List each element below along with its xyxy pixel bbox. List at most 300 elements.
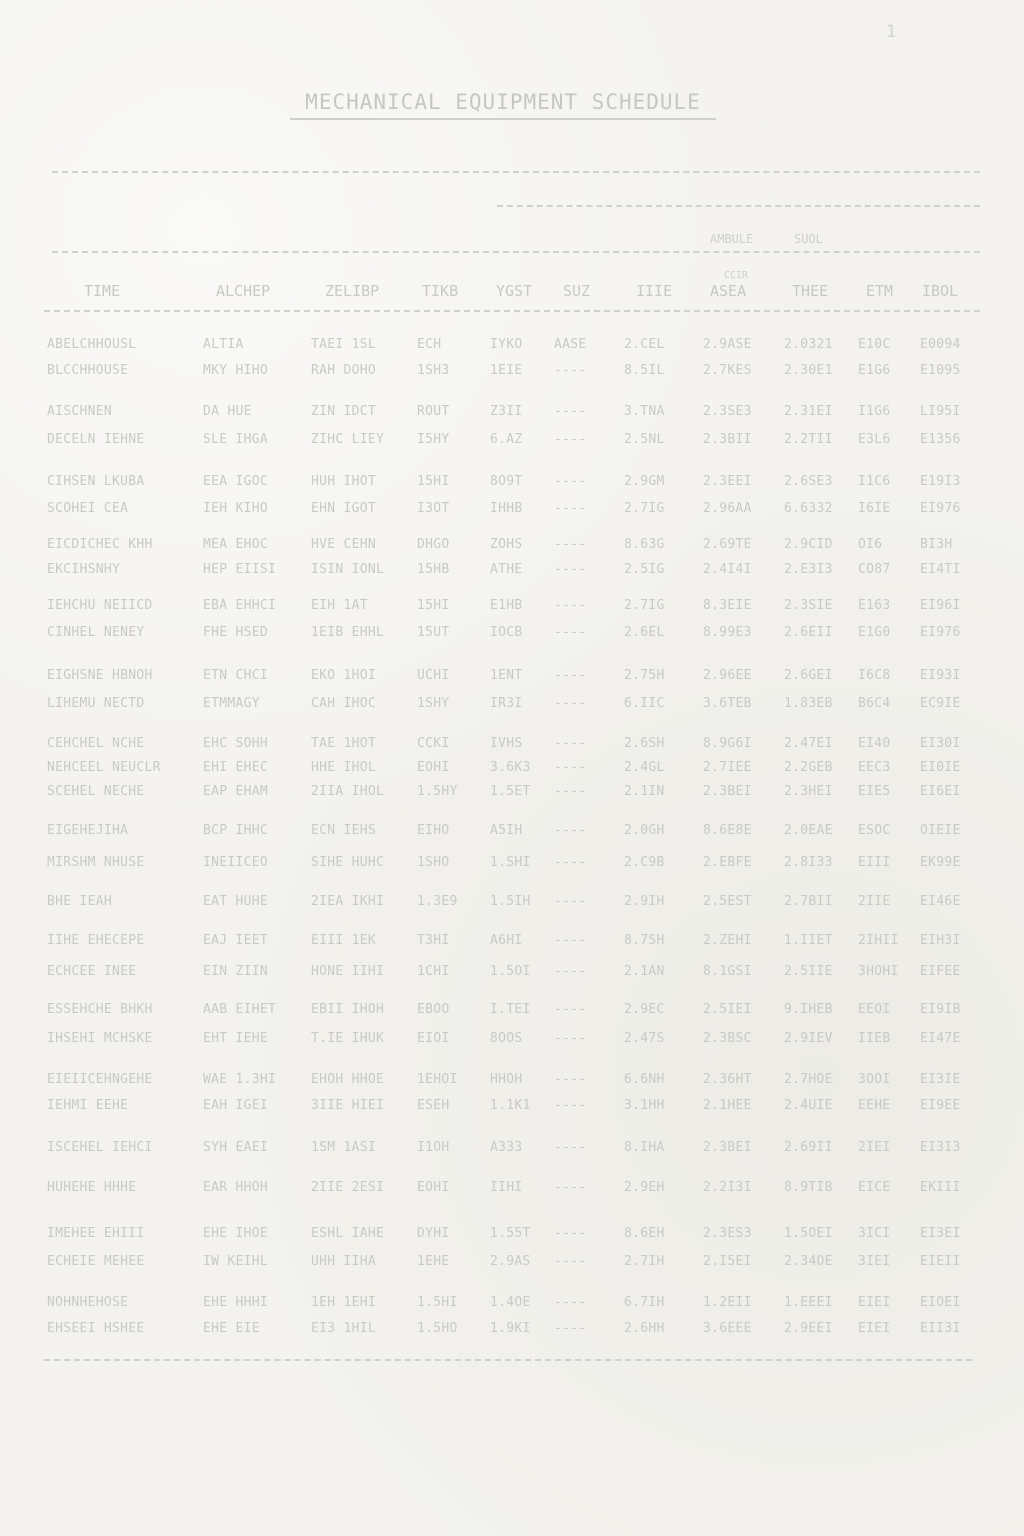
- column-header: SUZ: [563, 282, 591, 300]
- table-cell: EI9IB: [920, 1002, 961, 1017]
- page-title: MECHANICAL EQUIPMENT SCHEDULE: [290, 90, 716, 120]
- table-row: [0, 625, 1024, 645]
- table-row: [0, 1072, 1024, 1092]
- table-cell: 1.5IH: [490, 894, 531, 909]
- table-cell: 2IIE 2ESI: [311, 1180, 385, 1195]
- table-cell: ----: [554, 1254, 587, 1269]
- table-cell: 1.1K1: [490, 1098, 531, 1113]
- table-cell: EIN ZIIN: [203, 964, 269, 979]
- table-cell: IIEB: [858, 1031, 891, 1046]
- table-cell: SCEHEL NECHE: [47, 784, 145, 799]
- table-cell: IIHE EHECEPE: [47, 933, 145, 948]
- table-cell: 1.5OEI: [784, 1226, 833, 1241]
- table-cell: ----: [554, 501, 587, 516]
- table-cell: I1OH: [417, 1140, 450, 1155]
- table-cell: MIRSHM NHUSE: [47, 855, 145, 870]
- table-cell: CCKI: [417, 736, 450, 751]
- table-row: [0, 363, 1024, 383]
- table-cell: 2.3SE3: [703, 404, 752, 419]
- table-cell: I3OT: [417, 501, 450, 516]
- table-cell: 1SM 1ASI: [311, 1140, 377, 1155]
- table-cell: EI40: [858, 736, 891, 751]
- table-cell: 2.7KES: [703, 363, 752, 378]
- super-header-left: AMBULE: [710, 232, 754, 246]
- table-row: [0, 760, 1024, 780]
- table-cell: EAP EHAM: [203, 784, 269, 799]
- table-cell: 2.31EI: [784, 404, 833, 419]
- table-cell: 1.9KI: [490, 1321, 531, 1336]
- table-cell: BLCCHHOUSE: [47, 363, 129, 378]
- table-cell: 2IEI: [858, 1140, 891, 1155]
- table-cell: 2.69II: [784, 1140, 833, 1155]
- table-cell: 2.6EL: [624, 625, 665, 640]
- table-cell: EEHE: [858, 1098, 891, 1113]
- table-cell: TAEI 1SL: [311, 337, 377, 352]
- table-cell: ZIHC LIEY: [311, 432, 385, 447]
- table-cell: EIII: [858, 855, 891, 870]
- table-cell: 2.1HEE: [703, 1098, 752, 1113]
- table-cell: ----: [554, 1002, 587, 1017]
- table-cell: 2.47S: [624, 1031, 665, 1046]
- table-cell: HUH IHOT: [311, 474, 377, 489]
- table-cell: ECH: [417, 337, 442, 352]
- table-cell: 2.0EAE: [784, 823, 833, 838]
- table-cell: 2.75H: [624, 668, 665, 683]
- table-cell: 2.7HOE: [784, 1072, 833, 1087]
- table-cell: 1EH 1EHI: [311, 1295, 377, 1310]
- table-cell: 15HI: [417, 474, 450, 489]
- table-cell: 8.3EIE: [703, 598, 752, 613]
- table-cell: AASE: [554, 337, 587, 352]
- table-cell: ALTIA: [203, 337, 244, 352]
- table-cell: 3.6EEE: [703, 1321, 752, 1336]
- column-header: IIIE: [636, 282, 673, 300]
- table-cell: 2.6SE3: [784, 474, 833, 489]
- table-cell: ----: [554, 736, 587, 751]
- table-cell: LIHEMU NECTD: [47, 696, 145, 711]
- table-cell: 3IIE HIEI: [311, 1098, 385, 1113]
- table-cell: 1.3E9: [417, 894, 458, 909]
- table-cell: EHN IGOT: [311, 501, 377, 516]
- table-cell: ECN IEHS: [311, 823, 377, 838]
- table-cell: EKIII: [920, 1180, 961, 1195]
- table-row: [0, 1321, 1024, 1341]
- table-cell: EIEII: [920, 1254, 961, 1269]
- table-cell: 2.4GL: [624, 760, 665, 775]
- table-row: [0, 598, 1024, 618]
- table-cell: EAT HUHE: [203, 894, 269, 909]
- table-cell: B6C4: [858, 696, 891, 711]
- table-row: [0, 1295, 1024, 1315]
- table-cell: MKY HIHO: [203, 363, 269, 378]
- table-cell: EIEI: [858, 1321, 891, 1336]
- table-cell: 2.9IEV: [784, 1031, 833, 1046]
- table-cell: 2.96EE: [703, 668, 752, 683]
- table-cell: DA HUE: [203, 404, 252, 419]
- column-header: ALCHEP: [216, 282, 271, 300]
- table-cell: 1SHY: [417, 696, 450, 711]
- table-cell: E3L6: [858, 432, 891, 447]
- table-cell: 2.5EST: [703, 894, 752, 909]
- table-row: [0, 432, 1024, 452]
- table-row: [0, 1140, 1024, 1160]
- table-cell: ----: [554, 696, 587, 711]
- table-cell: 1.2EII: [703, 1295, 752, 1310]
- table-cell: EI47E: [920, 1031, 961, 1046]
- table-cell: 1EIB EHHL: [311, 625, 385, 640]
- table-cell: EBOO: [417, 1002, 450, 1017]
- table-cell: EC9IE: [920, 696, 961, 711]
- table-cell: EI9EE: [920, 1098, 961, 1113]
- table-cell: EII3I: [920, 1321, 961, 1336]
- table-cell: ABELCHHOUSL: [47, 337, 137, 352]
- table-row: [0, 784, 1024, 804]
- table-cell: 2.34OE: [784, 1254, 833, 1269]
- table-cell: EHOH HHOE: [311, 1072, 385, 1087]
- table-cell: ----: [554, 537, 587, 552]
- table-cell: EI3I3: [920, 1140, 961, 1155]
- table-cell: 2.5NL: [624, 432, 665, 447]
- table-cell: 8.9TIB: [784, 1180, 833, 1195]
- table-cell: EI3EI: [920, 1226, 961, 1241]
- table-cell: ----: [554, 1098, 587, 1113]
- table-cell: 3.TNA: [624, 404, 665, 419]
- table-cell: IMEHEE EHIII: [47, 1226, 145, 1241]
- table-cell: E1095: [920, 363, 961, 378]
- table-cell: 2.8I33: [784, 855, 833, 870]
- table-row: [0, 404, 1024, 424]
- table-cell: HONE IIHI: [311, 964, 385, 979]
- table-cell: 2.C9B: [624, 855, 665, 870]
- table-row: [0, 1180, 1024, 1200]
- table-row: [0, 337, 1024, 357]
- table-cell: 8.6E8E: [703, 823, 752, 838]
- table-cell: EICDICHEC KHH: [47, 537, 153, 552]
- column-header: YGST: [496, 282, 533, 300]
- table-cell: EEA IGOC: [203, 474, 269, 489]
- table-cell: 8OOS: [490, 1031, 523, 1046]
- table-cell: EBII IHOH: [311, 1002, 385, 1017]
- table-cell: 2.6EII: [784, 625, 833, 640]
- table-cell: 2IIA IHOL: [311, 784, 385, 799]
- table-cell: 2.ZEHI: [703, 933, 752, 948]
- table-cell: EBA EHHCI: [203, 598, 277, 613]
- table-cell: 3.6K3: [490, 760, 531, 775]
- table-cell: ----: [554, 1321, 587, 1336]
- table-cell: 2.5IG: [624, 562, 665, 577]
- table-row: [0, 933, 1024, 953]
- table-cell: 2.5IIE: [784, 964, 833, 979]
- table-cell: 6.AZ: [490, 432, 523, 447]
- table-cell: 1.5ET: [490, 784, 531, 799]
- table-cell: ESHL IAHE: [311, 1226, 385, 1241]
- table-cell: ----: [554, 823, 587, 838]
- table-row: [0, 1031, 1024, 1051]
- table-row: [0, 823, 1024, 843]
- table-cell: 1CHI: [417, 964, 450, 979]
- table-cell: 1EHE: [417, 1254, 450, 1269]
- table-cell: E1G6: [858, 363, 891, 378]
- table-cell: IR3I: [490, 696, 523, 711]
- table-cell: HHOH: [490, 1072, 523, 1087]
- table-cell: 2IEA IKHI: [311, 894, 385, 909]
- table-row: [0, 894, 1024, 914]
- table-cell: DHGO: [417, 537, 450, 552]
- table-cell: EI6EI: [920, 784, 961, 799]
- table-cell: EIE5: [858, 784, 891, 799]
- table-cell: 2.EBFE: [703, 855, 752, 870]
- table-cell: EI3IE: [920, 1072, 961, 1087]
- table-cell: 2.E3I3: [784, 562, 833, 577]
- table-cell: 1ENT: [490, 668, 523, 683]
- table-cell: ----: [554, 363, 587, 378]
- table-cell: ----: [554, 668, 587, 683]
- table-cell: 1.5HO: [417, 1321, 458, 1336]
- table-cell: ETN CHCI: [203, 668, 269, 683]
- divider-header-bottom: [44, 310, 980, 312]
- table-cell: E0094: [920, 337, 961, 352]
- table-cell: 15HI: [417, 598, 450, 613]
- table-cell: 2.69TE: [703, 537, 752, 552]
- column-header: ASEA: [710, 282, 747, 300]
- table-cell: 2.0321: [784, 337, 833, 352]
- table-row: [0, 736, 1024, 756]
- table-cell: EI3 1HIL: [311, 1321, 377, 1336]
- table-row: [0, 474, 1024, 494]
- table-cell: OIEIE: [920, 823, 961, 838]
- table-cell: ----: [554, 1226, 587, 1241]
- table-cell: 2.6GEI: [784, 668, 833, 683]
- table-cell: Z3II: [490, 404, 523, 419]
- table-cell: RAH DOHO: [311, 363, 377, 378]
- table-cell: AISCHNEN: [47, 404, 113, 419]
- table-cell: EK99E: [920, 855, 961, 870]
- table-cell: WAE 1.3HI: [203, 1072, 277, 1087]
- table-cell: EHSEEI HSHEE: [47, 1321, 145, 1336]
- table-cell: EHE HHHI: [203, 1295, 269, 1310]
- table-cell: EKO 1HOI: [311, 668, 377, 683]
- table-cell: 2IHII: [858, 933, 899, 948]
- table-cell: EIGHSNE HBNOH: [47, 668, 153, 683]
- table-cell: EIGEHEJIHA: [47, 823, 129, 838]
- table-cell: 2.9IH: [624, 894, 665, 909]
- table-cell: E1HB: [490, 598, 523, 613]
- divider-header-top: [52, 251, 980, 253]
- table-cell: EI976: [920, 625, 961, 640]
- table-cell: IHHB: [490, 501, 523, 516]
- table-row: [0, 501, 1024, 521]
- table-cell: 2.2I3I: [703, 1180, 752, 1195]
- table-cell: A333: [490, 1140, 523, 1155]
- table-cell: NOHNHEHOSE: [47, 1295, 129, 1310]
- table-cell: 1.4OE: [490, 1295, 531, 1310]
- table-cell: EICE: [858, 1180, 891, 1195]
- table-cell: 2.3HEI: [784, 784, 833, 799]
- table-cell: 1.5OI: [490, 964, 531, 979]
- super-header-right: SUOL: [794, 232, 823, 246]
- table-cell: ----: [554, 964, 587, 979]
- table-cell: ----: [554, 855, 587, 870]
- table-cell: EHE IHOE: [203, 1226, 269, 1241]
- table-cell: AAB EIHET: [203, 1002, 277, 1017]
- table-cell: NEHCEEL NEUCLR: [47, 760, 161, 775]
- column-header: TIME: [84, 282, 121, 300]
- table-cell: EAH IGEI: [203, 1098, 269, 1113]
- table-cell: ZOHS: [490, 537, 523, 552]
- table-cell: 3OOI: [858, 1072, 891, 1087]
- table-cell: 2.6SH: [624, 736, 665, 751]
- table-cell: 2.96AA: [703, 501, 752, 516]
- table-cell: 2.9EC: [624, 1002, 665, 1017]
- table-cell: ----: [554, 432, 587, 447]
- table-cell: I.TEI: [490, 1002, 531, 1017]
- table-row: [0, 1002, 1024, 1022]
- table-cell: BI3H: [920, 537, 953, 552]
- table-cell: FHE HSED: [203, 625, 269, 640]
- table-cell: ----: [554, 760, 587, 775]
- table-cell: 8.7SH: [624, 933, 665, 948]
- table-cell: 9.IHEB: [784, 1002, 833, 1017]
- table-cell: 3ICI: [858, 1226, 891, 1241]
- table-cell: IVHS: [490, 736, 523, 751]
- table-cell: 6.6332: [784, 501, 833, 516]
- table-cell: IEHCHU NEIICD: [47, 598, 153, 613]
- table-cell: 1.5HY: [417, 784, 458, 799]
- table-cell: CAH IHOC: [311, 696, 377, 711]
- table-cell: IOCB: [490, 625, 523, 640]
- table-cell: ----: [554, 1140, 587, 1155]
- table-cell: ----: [554, 474, 587, 489]
- column-header: THEE: [792, 282, 829, 300]
- table-cell: SYH EAEI: [203, 1140, 269, 1155]
- table-cell: 6.6NH: [624, 1072, 665, 1087]
- table-cell: IYKO: [490, 337, 523, 352]
- table-cell: ISIN IONL: [311, 562, 385, 577]
- table-cell: 2.9EH: [624, 1180, 665, 1195]
- table-cell: DECELN IEHNE: [47, 432, 145, 447]
- table-cell: 2.9CID: [784, 537, 833, 552]
- table-cell: HEP EIISI: [203, 562, 277, 577]
- table-cell: ZIN IDCT: [311, 404, 377, 419]
- table-cell: 1.IIET: [784, 933, 833, 948]
- table-cell: EIHO: [417, 823, 450, 838]
- table-cell: HVE CEHN: [311, 537, 377, 552]
- table-cell: 2.I5EI: [703, 1254, 752, 1269]
- column-header: TIKB: [422, 282, 459, 300]
- table-cell: EIH3I: [920, 933, 961, 948]
- table-cell: 1.SHI: [490, 855, 531, 870]
- table-cell: 2.3BEI: [703, 784, 752, 799]
- table-cell: ATHE: [490, 562, 523, 577]
- table-cell: 2IIE: [858, 894, 891, 909]
- table-cell: EI96I: [920, 598, 961, 613]
- table-cell: EI976: [920, 501, 961, 516]
- table-cell: HHE IHOL: [311, 760, 377, 775]
- table-cell: EOHI: [417, 760, 450, 775]
- table-cell: I1G6: [858, 404, 891, 419]
- table-cell: MEA EHOC: [203, 537, 269, 552]
- table-cell: 2.9GM: [624, 474, 665, 489]
- table-row: [0, 1226, 1024, 1246]
- table-cell: 8.99E3: [703, 625, 752, 640]
- table-cell: ----: [554, 598, 587, 613]
- table-cell: I1C6: [858, 474, 891, 489]
- table-cell: EI0IE: [920, 760, 961, 775]
- table-cell: 2.3BII: [703, 432, 752, 447]
- table-cell: 2.5IEI: [703, 1002, 752, 1017]
- table-cell: EHC SOHH: [203, 736, 269, 751]
- table-cell: 8.63G: [624, 537, 665, 552]
- table-cell: T.IE IHUK: [311, 1031, 385, 1046]
- table-cell: 8.IHA: [624, 1140, 665, 1155]
- page-number: 1: [886, 22, 897, 42]
- table-cell: ETMMAGY: [203, 696, 260, 711]
- table-cell: IEHMI EEHE: [47, 1098, 129, 1113]
- table-cell: E10C: [858, 337, 891, 352]
- table-cell: EIH 1AT: [311, 598, 368, 613]
- table-cell: EHT IEHE: [203, 1031, 269, 1046]
- table-cell: 2.7BII: [784, 894, 833, 909]
- table-cell: 2.1AN: [624, 964, 665, 979]
- table-cell: 2.7IG: [624, 501, 665, 516]
- table-cell: 8.1GSI: [703, 964, 752, 979]
- table-cell: ----: [554, 784, 587, 799]
- column-header: ZELIBP: [325, 282, 380, 300]
- table-cell: 2.6HH: [624, 1321, 665, 1336]
- table-cell: I5HY: [417, 432, 450, 447]
- table-cell: CIHSEN LKUBA: [47, 474, 145, 489]
- table-cell: EAR HHOH: [203, 1180, 269, 1195]
- table-cell: SIHE HUHC: [311, 855, 385, 870]
- table-cell: 2.2GEB: [784, 760, 833, 775]
- table-cell: ----: [554, 933, 587, 948]
- table-cell: A6HI: [490, 933, 523, 948]
- table-cell: ECHCEE INEE: [47, 964, 137, 979]
- table-cell: EIEI: [858, 1295, 891, 1310]
- table-cell: 2.9EEI: [784, 1321, 833, 1336]
- table-cell: 1EHOI: [417, 1072, 458, 1087]
- table-row: [0, 1254, 1024, 1274]
- table-cell: 2.4I4I: [703, 562, 752, 577]
- table-cell: 1.83EB: [784, 696, 833, 711]
- table-cell: T3HI: [417, 933, 450, 948]
- table-cell: EIII 1EK: [311, 933, 377, 948]
- table-cell: 8O9T: [490, 474, 523, 489]
- table-cell: EAJ IEET: [203, 933, 269, 948]
- table-cell: 3.1HH: [624, 1098, 665, 1113]
- table-cell: 6.7IH: [624, 1295, 665, 1310]
- table-cell: DYHI: [417, 1226, 450, 1241]
- table-cell: 1.5HI: [417, 1295, 458, 1310]
- table-cell: EEOI: [858, 1002, 891, 1017]
- table-row: [0, 855, 1024, 875]
- table-cell: EI4TI: [920, 562, 961, 577]
- table-cell: LI95I: [920, 404, 961, 419]
- table-cell: ----: [554, 404, 587, 419]
- table-cell: UHH IIHA: [311, 1254, 377, 1269]
- table-cell: 8.6EH: [624, 1226, 665, 1241]
- table-cell: 1SHO: [417, 855, 450, 870]
- table-row: [0, 1098, 1024, 1118]
- table-cell: SCOHEI CEA: [47, 501, 129, 516]
- divider-top: [52, 171, 980, 173]
- table-cell: EHE EIE: [203, 1321, 260, 1336]
- table-cell: SLE IHGA: [203, 432, 269, 447]
- table-cell: 6.IIC: [624, 696, 665, 711]
- table-cell: BCP IHHC: [203, 823, 269, 838]
- table-cell: 2.2TII: [784, 432, 833, 447]
- table-cell: 2.3SIE: [784, 598, 833, 613]
